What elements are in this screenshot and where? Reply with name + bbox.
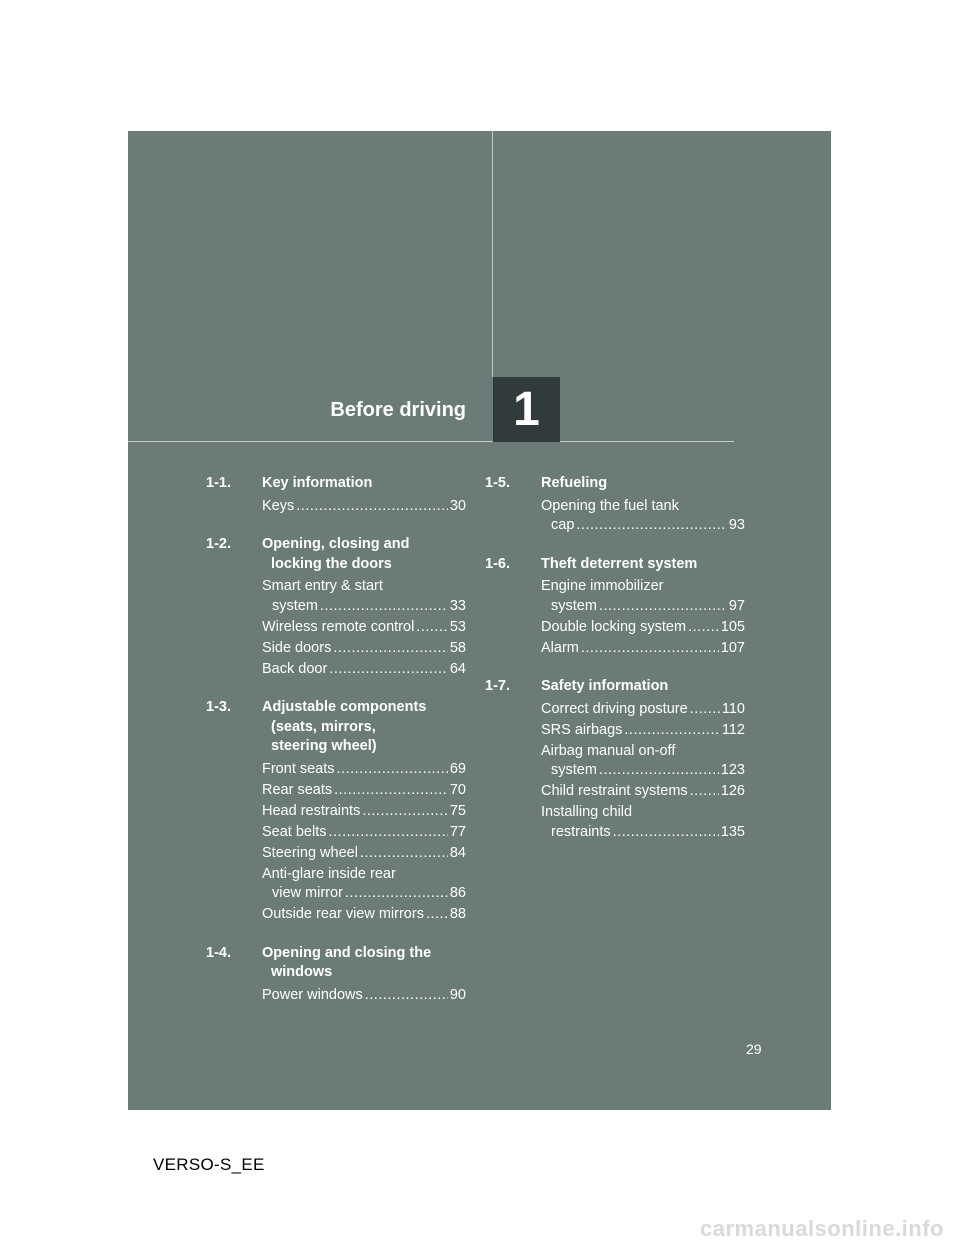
entry-page-number: 97	[728, 597, 745, 614]
toc-entry[interactable]	[262, 844, 466, 864]
section-title-line: locking the doors	[271, 555, 392, 572]
toc-entry[interactable]	[541, 497, 745, 536]
entry-title-line: Airbag manual on-off	[541, 742, 676, 759]
toc-entry[interactable]	[262, 802, 466, 822]
entry-page-number: 30	[449, 497, 466, 514]
toc-section	[485, 555, 745, 659]
toc-entry[interactable]	[262, 618, 466, 638]
section-title-line: steering wheel)	[271, 738, 377, 754]
chapter-number: 1	[513, 383, 540, 436]
divider-vertical	[492, 131, 493, 377]
section-number: 1-6.	[485, 555, 510, 572]
entry-title: Back door	[262, 660, 328, 677]
section-title-line: (seats, mirrors,	[271, 718, 376, 735]
entry-title: Rear seats	[262, 781, 333, 798]
section-number: 1-4.	[206, 944, 231, 961]
toc-entry[interactable]	[541, 577, 745, 616]
entry-page-number: 135	[720, 823, 745, 840]
entry-page-number: 70	[449, 781, 466, 798]
dot-leader	[362, 802, 448, 822]
dot-leader	[329, 660, 448, 680]
toc-entry[interactable]	[262, 905, 466, 925]
toc-section	[206, 698, 466, 925]
entry-page-number: 93	[728, 517, 745, 533]
section-title-line: Key information	[262, 475, 373, 491]
entry-title: Alarm	[541, 639, 579, 656]
entry-title: view mirror	[272, 885, 343, 901]
toc-section	[206, 944, 466, 1006]
entry-title: Steering wheel	[262, 844, 358, 861]
section-title-line: Opening and closing the	[262, 944, 432, 961]
dot-leader	[688, 618, 719, 638]
chapter-number-box	[493, 377, 560, 442]
section-title-line: Adjustable components	[262, 699, 427, 715]
section-number: 1-2.	[206, 536, 231, 552]
entry-title: Head restraints	[262, 802, 361, 819]
dot-leader	[426, 905, 448, 925]
dot-leader	[320, 597, 448, 617]
dot-leader	[690, 700, 720, 720]
toc-entry[interactable]	[262, 660, 466, 680]
dot-leader	[337, 760, 448, 780]
section-heading	[206, 698, 466, 757]
entry-title-line: Engine immobilizer	[541, 578, 664, 594]
entry-page-number: 86	[449, 885, 466, 901]
toc-entry[interactable]	[262, 865, 466, 904]
section-title-line: Refueling	[541, 475, 608, 491]
dot-leader	[581, 639, 719, 659]
dot-leader	[296, 497, 448, 517]
entry-title: system	[551, 597, 597, 614]
entry-page-number: 75	[449, 802, 466, 819]
entry-page-number: 58	[449, 639, 466, 656]
dot-leader	[624, 721, 719, 741]
entry-title: system	[551, 762, 597, 778]
toc-column-right	[485, 474, 745, 861]
section-number: 1-1.	[206, 475, 231, 491]
section-title-line: Safety information	[541, 678, 669, 694]
entry-title: Double locking system	[541, 618, 687, 635]
toc-entry[interactable]	[262, 781, 466, 801]
dot-leader	[329, 823, 448, 843]
entry-title: cap	[551, 517, 575, 533]
entry-title: Keys	[262, 497, 295, 514]
toc-entry[interactable]	[262, 577, 466, 616]
entry-page-number: 112	[721, 721, 745, 738]
section-title-line: windows	[271, 964, 333, 980]
entry-page-number: 88	[449, 906, 466, 922]
section-heading	[485, 677, 745, 697]
toc-entry[interactable]	[541, 782, 745, 802]
section-heading	[485, 474, 745, 494]
entry-title-line: Opening the fuel tank	[541, 497, 679, 514]
dot-leader	[690, 782, 719, 802]
entry-title-line: Smart entry & start	[262, 578, 383, 594]
toc-column-left	[206, 474, 466, 1024]
toc-entry[interactable]	[262, 639, 466, 659]
dot-leader	[333, 639, 448, 659]
entry-title: Child restraint systems	[541, 783, 688, 799]
entry-title: Seat belts	[262, 823, 327, 840]
entry-title: Correct driving posture	[541, 700, 688, 717]
section-number: 1-3.	[206, 699, 231, 715]
dot-leader	[360, 844, 448, 864]
dot-leader	[345, 884, 448, 904]
section-title-line: Theft deterrent system	[541, 555, 698, 572]
toc-section	[485, 677, 745, 842]
dot-leader	[576, 516, 726, 536]
dot-leader	[599, 597, 727, 617]
toc-entry[interactable]	[541, 742, 745, 781]
entry-page-number: 84	[449, 844, 466, 861]
toc-section	[206, 474, 466, 516]
section-title-line: Opening, closing and	[262, 536, 410, 552]
entry-title: SRS airbags	[541, 721, 623, 738]
section-heading	[206, 944, 466, 983]
toc-entry[interactable]	[541, 639, 745, 659]
entry-title: Front seats	[262, 760, 335, 777]
watermark: carmanualsonline.info	[700, 1216, 944, 1241]
toc-entry[interactable]	[262, 986, 466, 1006]
entry-page-number: 123	[720, 762, 745, 778]
dot-leader	[334, 781, 448, 801]
entry-title-line: Anti-glare inside rear	[262, 865, 396, 882]
entry-page-number: 64	[449, 660, 466, 677]
toc-section	[485, 474, 745, 536]
toc-entry[interactable]	[262, 497, 466, 517]
toc-entry[interactable]	[541, 618, 745, 638]
entry-title: system	[272, 597, 318, 614]
toc-entry[interactable]	[262, 823, 466, 843]
dot-leader	[599, 761, 719, 781]
entry-title: Power windows	[262, 986, 363, 1003]
footer-code: VERSO-S_EE	[153, 1155, 265, 1174]
toc-entry[interactable]	[541, 700, 745, 720]
toc-entry[interactable]	[541, 803, 745, 842]
entry-page-number: 77	[449, 823, 466, 840]
section-heading	[206, 474, 466, 494]
chapter-title: Before driving	[330, 399, 466, 421]
toc-entry[interactable]	[541, 721, 745, 741]
entry-title: restraints	[551, 823, 611, 840]
entry-title: Wireless remote control	[262, 618, 415, 635]
entry-page-number: 69	[449, 760, 466, 777]
dot-leader	[416, 618, 448, 638]
entry-page-number: 105	[720, 618, 745, 635]
section-heading	[206, 535, 466, 574]
section-number: 1-5.	[485, 475, 510, 491]
dot-leader	[613, 823, 719, 843]
entry-page-number: 126	[720, 783, 745, 799]
section-number: 1-7.	[485, 678, 510, 694]
entry-title-line: Installing child	[541, 804, 633, 820]
entry-page-number: 90	[449, 986, 466, 1003]
entry-page-number: 53	[449, 618, 466, 635]
entry-page-number: 107	[720, 639, 745, 656]
entry-title: Side doors	[262, 639, 332, 656]
divider-horizontal	[128, 441, 734, 442]
entry-page-number: 110	[721, 700, 745, 717]
toc-section	[206, 535, 466, 679]
toc-entry[interactable]	[262, 760, 466, 780]
entry-title: Outside rear view mirrors	[262, 906, 424, 922]
page-number: 29	[746, 1041, 762, 1057]
dot-leader	[365, 986, 448, 1006]
section-heading	[485, 555, 745, 575]
entry-page-number: 33	[449, 597, 466, 614]
